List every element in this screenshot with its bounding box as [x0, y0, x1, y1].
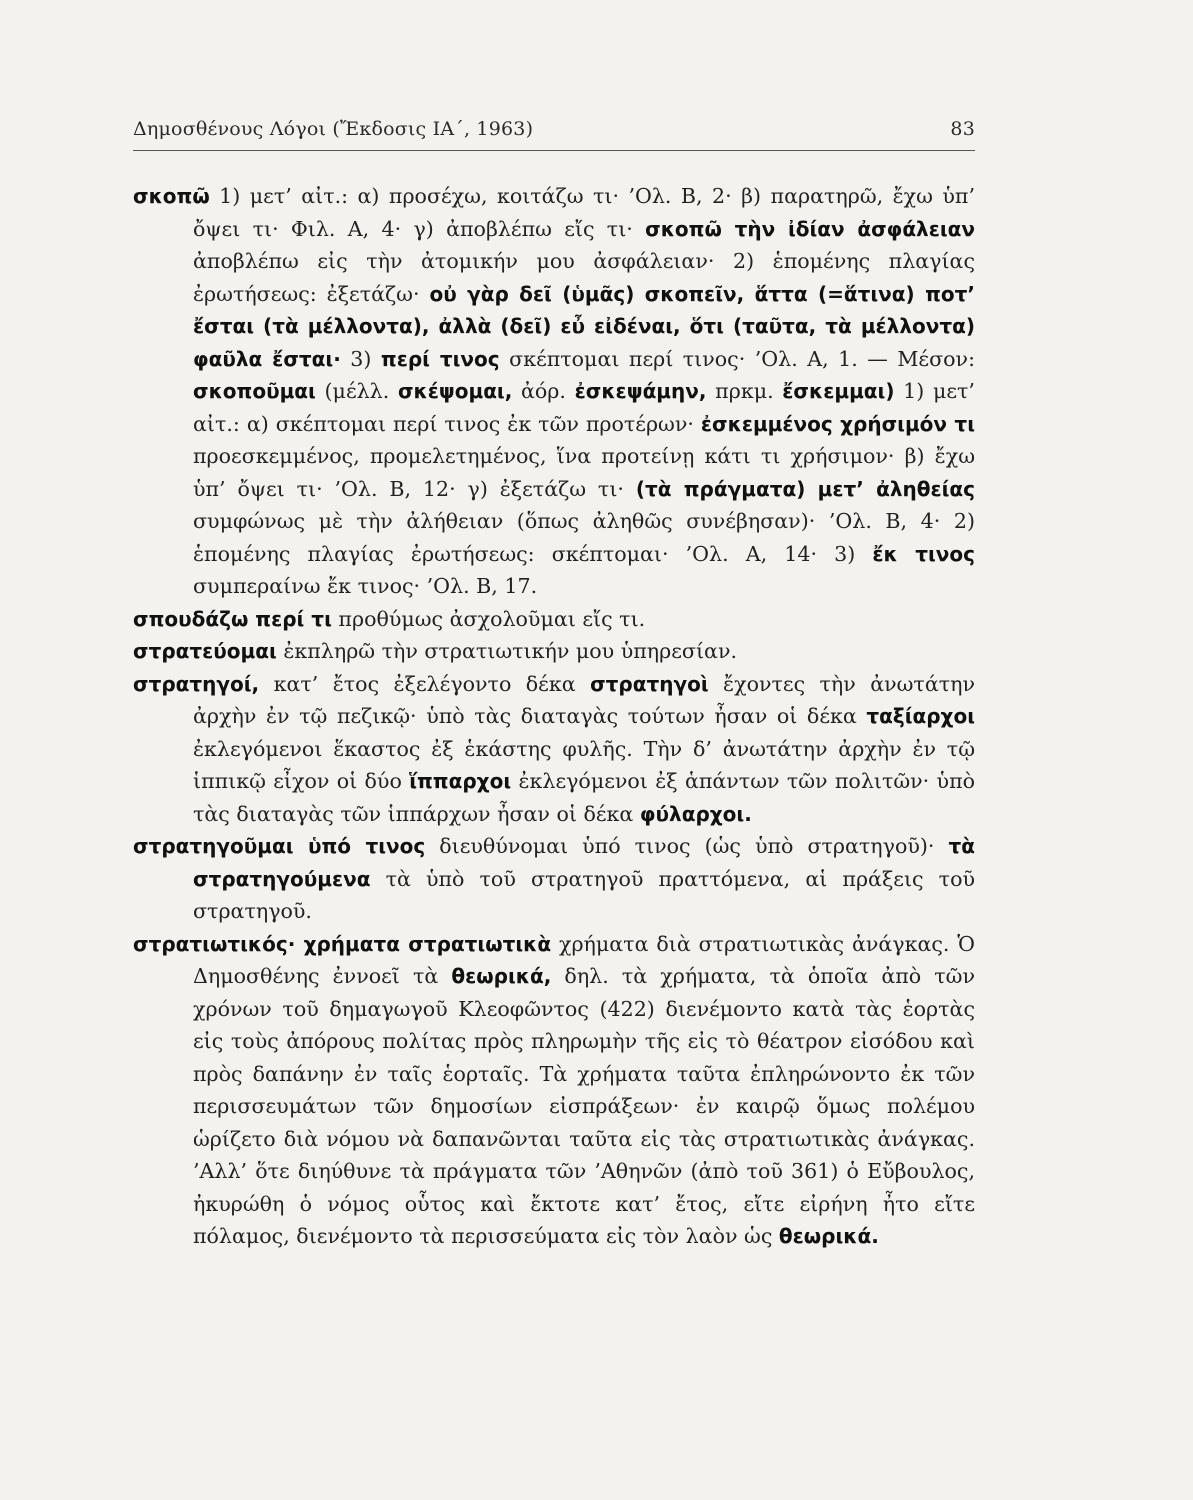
definition-text: χρήματα διὰ στρατιωτικὰς ἀνάγκας. Ὁ Δημοσθένης ἐννοεῖ τὰ [193, 931, 975, 988]
headword: στρατηγοὶ [590, 671, 709, 696]
headword: σκοπῶ [133, 184, 210, 208]
definition-text: ἔχοντες τὴν ἀνωτάτην ἀρχὴν ἐν τῷ πεζικῷ· ὑπὸ τὰς διαταγὰς τούτων ἦσαν οἱ δέκα [193, 671, 975, 728]
headword: τὰ στρατηγούμενα [193, 834, 975, 891]
definition-text: (μέλλ. [315, 379, 398, 403]
headword: σκοποῦμαι [193, 379, 316, 403]
header-rule [133, 150, 975, 151]
definition-text: προεσκεμμένος, προμελετημένος, ἵνα προτείνῃ κάτι τι χρήσιμον· β) ἔχω ὑπ’ ὄψει τι· ’Ολ. Β, 12· γ) ἐξετάζω τι· [193, 444, 975, 501]
definition-text: δηλ. τὰ χρήματα, τὰ ὁποῖα ἀπὸ τῶν χρόνων τοῦ δημαγωγοῦ Κλεοφῶντος (422) διενέμοντο κατὰ τὰς ἑορτὰς εἰς τοὺς ἀπόρους πολίτας πρὸς πληρωμὴν τῆς εἰς τὸ θέατρον εἰσόδου καὶ πρὸς δαπάνην ἐν ταῖς ἑορταῖς. Τὰ χρήματα ταῦτα ἐπληρώνοντο ἐκ τῶν περισσευμάτων τῶν δημοσίων εἰσπράξεων· ἐν καιρῷ ὅμως πολέμου ὡρίζετο διὰ νόμου νὰ δαπανῶνται ταῦτα εἰς τὰς στρατιωτικὰς ἀνάγκας. ’Αλλ’ ὅτε διηύθυνε τὰ πράγματα τῶν ’Αθηνῶν (ἀπὸ τοῦ 361) ὁ Εὔβουλος, ἠκυρώθη ὁ νόμος οὗτος καὶ ἔκτοτε κατ’ ἔτος, εἴτε εἰρήνη ἦτο εἴτε πόλαμος, διενέμοντο τὰ περισσεύματα εἰς τὸν λαὸν ὡς [193, 964, 975, 1248]
definition-text: κατ’ ἔτος ἐξελέγοντο δέκα [259, 671, 591, 696]
definition-text: ἀποβλέπω εἰς τὴν ἀτομικήν μου ἀσφάλειαν· 2) ἑπομένης πλαγίας ἐρωτήσεως: ἐξετάζω· [193, 249, 975, 306]
headword: ἔκ τινος [872, 541, 975, 566]
glossary-entry [133, 928, 975, 1253]
headword: στρατεύομαι [133, 639, 277, 663]
glossary-entry [133, 635, 975, 668]
definition-text: σκέπτομαι περί τινος· ’Ολ. Α, 1. — Μέσον: [499, 346, 976, 371]
definition-text: συμφώνως μὲ τὴν ἀλήθειαν (ὅπως ἀληθῶς συνέβησαν)· ’Ολ. Β, 4· 2) ἑπομένης πλαγίας ἐρωτήσεως: σκέπτομαι· ’Ολ. Α, 14· 3) [193, 509, 975, 566]
definition-text: διευθύνομαι ὑπό τινος (ὡς ὑπὸ στρατηγοῦ)· [425, 834, 949, 858]
definition-text: τὰ ὑπὸ τοῦ στρατηγοῦ πραττόμενα, αἱ πράξεις τοῦ στρατηγοῦ. [193, 866, 975, 923]
headword: στρατιωτικός· χρήματα στρατιωτικὰ [133, 931, 552, 956]
headword: στρατηγοί, [133, 671, 260, 696]
headword: σκοπῶ τὴν ἰδίαν ἀσφάλειαν [645, 216, 976, 241]
glossary-entry [133, 830, 975, 928]
headword: στρατηγοῦμαι ὑπό τινος [133, 834, 426, 858]
glossary-text [133, 180, 975, 1253]
glossary-entry [133, 603, 975, 636]
definition-text: συμπεραίνω ἔκ τινος· ’Ολ. Β, 17. [193, 574, 538, 598]
headword: περί τινος [380, 346, 500, 371]
glossary-entry [133, 180, 975, 603]
definition-text: 1) μετ’ αἰτ.: α) προσέχω, κοιτάζω τι· ’Ολ. Β, 2· β) παρατηρῶ, ἔχω ὑπ’ ὄψει τι· Φιλ. Α, 4· γ) ἀποβλέπω εἴς τι· [193, 184, 975, 241]
headword: ἐσκεμμένος χρήσιμόν τι [700, 411, 975, 436]
headword: ἵππαρχοι [409, 769, 512, 793]
headword: θεωρικά. [778, 1224, 879, 1248]
definition-text: ἀόρ. [512, 379, 575, 403]
definition-text: ἐκλεγόμενοι ἕκαστος ἐξ ἑκάστης φυλῆς. Τὴν δ’ ἀνωτάτην ἀρχὴν ἐν τῷ ἱππικῷ εἶχον οἱ δύο [193, 736, 975, 793]
headword: σπουδάζω περί τι [133, 606, 332, 631]
definition-text: προθύμως ἀσχολοῦμαι εἴς τι. [331, 606, 646, 631]
page-number: 83 [950, 118, 975, 140]
headword: ταξίαρχοι [866, 704, 975, 728]
headword: οὐ γὰρ δεῖ (ὑμᾶς) σκοπεῖν, ἅττα (=ἅτινα) ποτ’ ἔσται (τὰ μέλλοντα), ἀλλὰ (δεῖ) εὖ εἰδέναι, ὅτι (ταῦτα, τὰ μέλλοντα) φαῦλα ἔσται· [193, 281, 975, 371]
headword: ἐσκεψάμην, [574, 379, 707, 403]
headword: (τὰ πράγματα) μετ’ ἀληθείας [635, 476, 976, 501]
headword: σκέψομαι, [397, 379, 513, 403]
running-head [133, 118, 975, 140]
definition-text: 3) [340, 346, 381, 371]
glossary-entry [133, 668, 975, 831]
running-head-title: Δημοσθένους Λόγοι (Ἔκδοσις ΙΑ΄, 1963) [133, 118, 534, 140]
definition-text: ἐκπληρῶ τὴν στρατιωτικήν μου ὑπηρεσίαν. [276, 639, 738, 663]
headword: φύλαρχοι. [639, 801, 752, 826]
definition-text: 1) μετ’ αἰτ.: α) σκέπτομαι περί τινος ἐκ τῶν προτέρων· [193, 379, 975, 436]
headword: θεωρικά, [451, 964, 552, 988]
definition-text: ἐκλεγόμενοι ἐξ ἁπάντων τῶν πολιτῶν· ὑπὸ τὰς διαταγὰς τῶν ἱππάρχων ἦσαν οἱ δέκα [193, 769, 976, 826]
definition-text: πρκμ. [706, 379, 783, 403]
headword: ἔσκεμμαι) [782, 379, 895, 403]
